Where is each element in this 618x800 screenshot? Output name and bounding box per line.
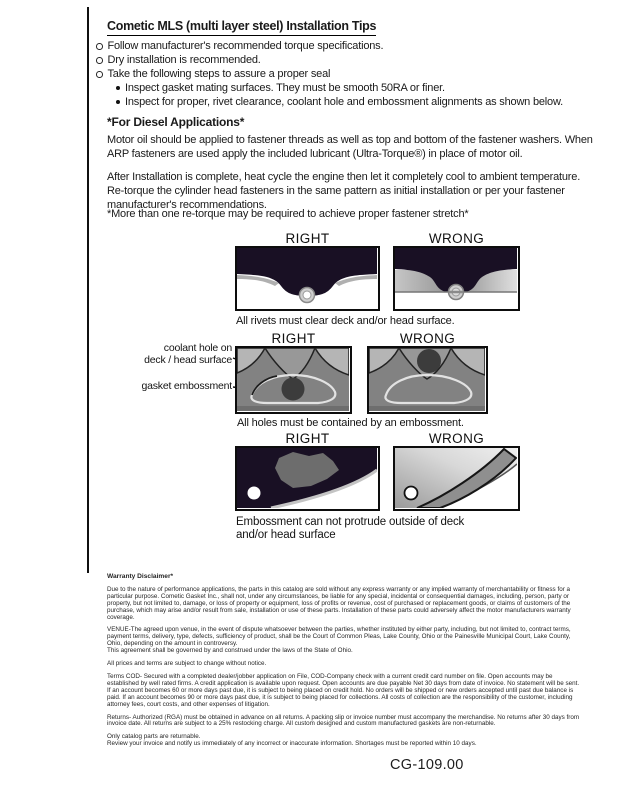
- right-label: RIGHT: [285, 231, 330, 246]
- hole-outside-illustration: [369, 348, 485, 411]
- tip-text: Dry installation is recommended.: [107, 54, 261, 66]
- open-bullet-icon: [96, 71, 103, 78]
- open-bullet-icon: [96, 57, 103, 64]
- tip-text: Take the following steps to assure a proper seal: [107, 68, 331, 80]
- list-item: [116, 95, 616, 109]
- retorque-note: *More than one re-torque may be required to achieve proper fastener stretch*: [107, 208, 469, 220]
- list-item: [116, 81, 616, 95]
- tip-text: Follow manufacturer's recommended torque specifications.: [107, 40, 384, 52]
- list-item: [96, 39, 616, 53]
- terms-cod-paragraph: Terms COD- Secured with a completed dealer/jobber application on File, COD-Company check with a current credit card number on file. Open accounts may be established by well rated firms. A credit application is available upon request. Open accounts are due payable Net 30 days from date of invoice. No statement will be sent. If an account becomes 60 or more days past due, it is subject to being placed on credit hold. No orders will be shipped or new orders accepted until past due balance is paid. If an account becomes 90 or more days past due, it is subject to being placed for collections. All costs of collection are the responsibility of the customer, including attorney fees, court costs, and other expenses of litigation.: [107, 672, 580, 708]
- tip-text: Inspect gasket mating surfaces. They must be smooth 50RA or finer.: [125, 82, 445, 94]
- hole-contained-illustration: [237, 348, 349, 411]
- embossment-outside-deck-illustration: [395, 448, 517, 508]
- warranty-paragraph: Due to the nature of performance applications, the parts in this catalog are sold without any express warranty or any implied warranty of merchantability or fitness for a particular purpose. Cometic Gasket Inc., shall not, under any circumstances, be liable for any special, incidental or consequential damages, including, person, party or property, but not limited to, damage, or loss of property or equipment, loss of profits or revenue, cost of purchased or replacement goods, or claims of customers of the purchase, which may arise and/or result from sale, installation or use of these parts. Installation of these parts could adversely affect the motor manufacturers warranty coverage.: [107, 585, 571, 621]
- legal-fine-print: [107, 574, 583, 754]
- diagram-protrusion-right: [235, 446, 380, 511]
- list-item: [96, 53, 616, 67]
- governing-law-line: This agreement shall be governed by and construed under the laws of the State of Ohio.: [107, 647, 353, 655]
- embossment-inside-deck-illustration: [237, 448, 377, 508]
- right-label: RIGHT: [285, 431, 330, 446]
- rivet-caption: All rivets must clear deck and/or head surface.: [236, 315, 455, 327]
- wrong-label: WRONG: [428, 431, 485, 446]
- open-bullet-icon: [96, 43, 103, 50]
- diesel-paragraph-1: Motor oil should be applied to fastener threads as well as top and bottom of the fastener washers. When ARP fasteners are used apply the included lubricant (Ultra-Torque®) in place of motor oil.: [107, 134, 593, 160]
- diagram-protrusion-wrong: [393, 446, 520, 511]
- tip-text: Inspect for proper, rivet clearance, coolant hole and embossment alignments as shown below.: [125, 96, 563, 108]
- wrong-label: WRONG: [399, 331, 456, 346]
- filled-bullet-icon: [116, 100, 120, 104]
- embossment-caption: All holes must be contained by an embossment.: [237, 417, 464, 429]
- warranty-disclaimer-heading: Warranty Disclaimer*: [107, 573, 174, 580]
- catalog-parts-line: Only catalog parts are returnable.: [107, 733, 201, 741]
- filled-bullet-icon: [116, 86, 120, 90]
- returns-paragraph: Returns- Authorized (RGA) must be obtained in advance on all returns. A packing slip or invoice number must accompany the merchandise. No returns after 30 days from invoice date. All returns are subject to a 25% restocking charge. All custom designed and custom manufactured gaskets are non-returnable.: [107, 713, 580, 728]
- gasket-embossment-label: gasket embossment: [141, 380, 232, 392]
- invoice-review-line: Review your invoice and notify us immediately of any incorrect or inaccurate information. Shortages must be reported within 10 days.: [107, 740, 477, 748]
- diagram-embossment-right: [235, 346, 352, 414]
- right-label: RIGHT: [271, 331, 316, 346]
- wrong-label: WRONG: [428, 231, 485, 246]
- page-title: Cometic MLS (multi layer steel) Installation Tips: [107, 19, 376, 36]
- installation-tips-list: [96, 39, 616, 109]
- diesel-applications-heading: *For Diesel Applications*: [107, 115, 245, 129]
- list-item: [96, 67, 616, 81]
- diagram-embossment-wrong: [367, 346, 488, 414]
- rivet-touching-illustration: [395, 248, 517, 308]
- coolant-hole-label: coolant hole on deck / head surface: [144, 342, 232, 366]
- rivet-clear-illustration: [237, 248, 377, 308]
- left-margin-rule: [87, 7, 89, 573]
- page-number: CG-109.00: [390, 757, 464, 773]
- diagram-rivet-wrong: [393, 246, 520, 311]
- prices-line: All prices and terms are subject to change without notice.: [107, 660, 267, 668]
- diagram-rivet-right: [235, 246, 380, 311]
- venue-paragraph: VENUE-The agreed upon venue, in the event of dispute whatsoever between the parties, whether instituted by either party, including, but not limited to, contract terms, payment terms, delivery, type, defects, sufficiency of product, shall be the Court of Common Pleas, Lake County, Ohio or the Painesville Municipal Court, Lake County, Ohio, depending on the amount in controversy.: [107, 626, 571, 648]
- protrusion-caption: Embossment can not protrude outside of deck and/or head surface: [236, 516, 465, 541]
- diesel-paragraph-2: After Installation is complete, heat cycle the engine then let it completely cool to ambient temperature. Re-torque the cylinder head fasteners in the same pattern as initial installation or per your fastener manufacturer's recommendations.: [107, 171, 581, 211]
